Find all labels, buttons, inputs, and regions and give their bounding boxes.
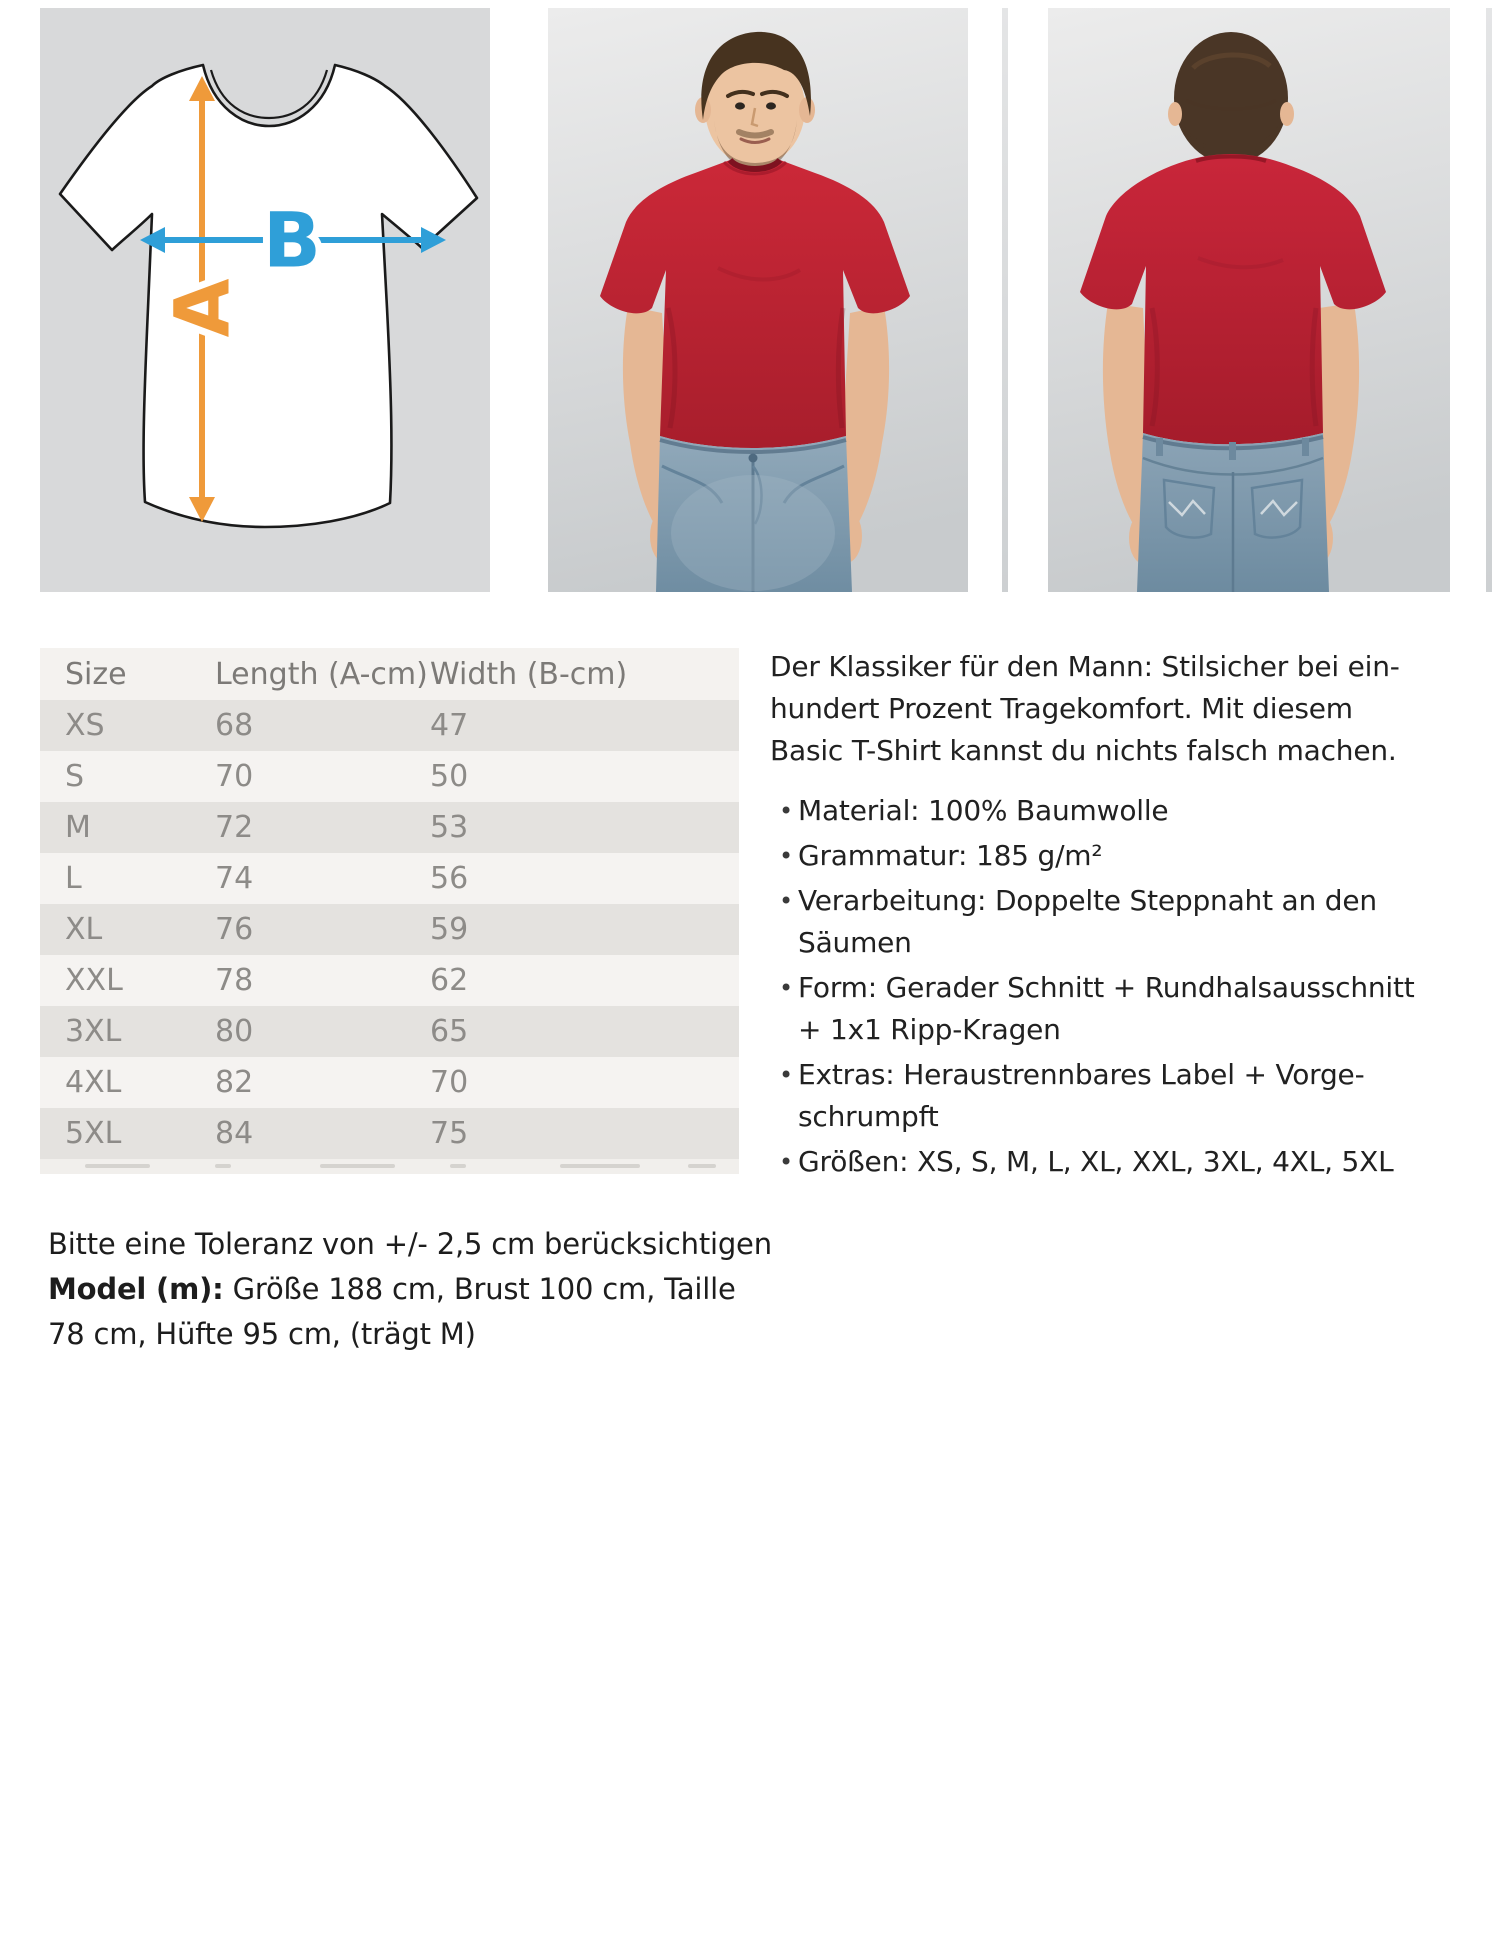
bullet-line: Säumen bbox=[798, 926, 912, 959]
width-cell: 59 bbox=[430, 912, 469, 947]
detail-bullet-item bbox=[779, 1141, 1470, 1183]
column-header-width: Width (B-cm) bbox=[430, 656, 628, 692]
size-cell: XL bbox=[65, 912, 103, 947]
intro-line: Der Klassiker für den Mann: Stilsicher bei ein- bbox=[770, 650, 1400, 683]
bullet-line: schrumpft bbox=[798, 1100, 939, 1133]
table-row bbox=[40, 853, 739, 904]
product-intro bbox=[770, 646, 1470, 772]
detail-bullet-list bbox=[779, 790, 1470, 1183]
column-header-length: Length (A-cm) bbox=[215, 656, 428, 692]
size-chart-table bbox=[40, 648, 739, 1174]
width-cell: 70 bbox=[430, 1065, 469, 1100]
size-cell: 5XL bbox=[65, 1116, 122, 1151]
jeans-back bbox=[1137, 433, 1329, 592]
model-info-line-1 bbox=[48, 1267, 736, 1312]
model-info-line-2: 78 cm, Hüfte 95 cm, (trägt M) bbox=[48, 1317, 476, 1351]
bullet-line: Grammatur: 185 g/m² bbox=[798, 839, 1103, 872]
width-cell: 56 bbox=[430, 861, 469, 896]
width-cell: 50 bbox=[430, 759, 469, 794]
size-cell: L bbox=[65, 861, 82, 896]
detail-bullet-item bbox=[779, 835, 1470, 877]
photo-edge-artifact bbox=[1486, 8, 1492, 592]
detail-bullet-item bbox=[779, 790, 1470, 832]
length-cell: 84 bbox=[215, 1116, 254, 1151]
model-info-part-1: Größe 188 cm, Brust 100 cm, Taille bbox=[232, 1272, 736, 1306]
table-row bbox=[40, 700, 739, 751]
size-cell: 4XL bbox=[65, 1065, 122, 1100]
size-cell: XXL bbox=[65, 963, 123, 998]
cutoff-row-artifact bbox=[40, 1159, 739, 1174]
length-cell: 72 bbox=[215, 810, 254, 845]
intro-line: hundert Prozent Tragekomfort. Mit diesem bbox=[770, 692, 1353, 725]
length-cell: 80 bbox=[215, 1014, 254, 1049]
length-cell: 76 bbox=[215, 912, 254, 947]
size-cell: S bbox=[65, 759, 85, 794]
bullet-line: Extras: Heraustrennbares Label + Vorge- bbox=[798, 1058, 1365, 1091]
length-cell: 68 bbox=[215, 708, 254, 743]
label-b: B bbox=[263, 195, 321, 285]
bullet-dot: • bbox=[779, 974, 793, 1002]
label-a: A bbox=[157, 278, 247, 338]
length-cell: 78 bbox=[215, 963, 254, 998]
size-diagram-image[interactable] bbox=[40, 8, 490, 592]
table-row bbox=[40, 1006, 739, 1057]
column-header-size: Size bbox=[65, 656, 127, 692]
tshirt-outline bbox=[60, 65, 477, 527]
length-cell: 70 bbox=[215, 759, 254, 794]
size-cell: XS bbox=[65, 708, 105, 743]
length-cell: 82 bbox=[215, 1065, 254, 1100]
length-cell: 74 bbox=[215, 861, 254, 896]
detail-bullet-item bbox=[779, 967, 1470, 1051]
bullet-line: + 1x1 Ripp-Kragen bbox=[798, 1013, 1061, 1046]
photo-edge-artifact bbox=[1002, 8, 1008, 592]
tolerance-line: Bitte eine Toleranz von +/- 2,5 cm berücksichtigen bbox=[48, 1227, 772, 1261]
model-back-graphic bbox=[1048, 8, 1450, 592]
bullet-dot: • bbox=[779, 887, 793, 915]
bullet-line: Material: 100% Baumwolle bbox=[798, 794, 1169, 827]
size-diagram-graphic bbox=[40, 8, 490, 592]
bullet-dot: • bbox=[779, 1148, 793, 1176]
model-label: Model (m): bbox=[48, 1272, 224, 1306]
width-cell: 47 bbox=[430, 708, 469, 743]
table-row bbox=[40, 802, 739, 853]
bullet-dot: • bbox=[779, 797, 793, 825]
table-row bbox=[40, 955, 739, 1006]
width-cell: 65 bbox=[430, 1014, 469, 1049]
product-photo-back[interactable] bbox=[1048, 8, 1450, 592]
table-row bbox=[40, 751, 739, 802]
size-cell: M bbox=[65, 810, 91, 845]
product-details bbox=[770, 646, 1470, 1186]
product-photo-front[interactable] bbox=[548, 8, 968, 592]
size-chart-header bbox=[40, 648, 739, 700]
model-front-graphic bbox=[548, 8, 968, 592]
table-row bbox=[40, 904, 739, 955]
table-row bbox=[40, 1057, 739, 1108]
tolerance-note bbox=[48, 1222, 772, 1357]
table-row bbox=[40, 1108, 739, 1159]
width-cell: 75 bbox=[430, 1116, 469, 1151]
bullet-dot: • bbox=[779, 842, 793, 870]
bullet-line: Verarbeitung: Doppelte Steppnaht an den bbox=[798, 884, 1377, 917]
width-cell: 62 bbox=[430, 963, 469, 998]
bullet-line: Form: Gerader Schnitt + Rundhalsausschnitt bbox=[798, 971, 1415, 1004]
width-cell: 53 bbox=[430, 810, 469, 845]
size-cell: 3XL bbox=[65, 1014, 122, 1049]
detail-bullet-item bbox=[779, 880, 1470, 964]
bullet-dot: • bbox=[779, 1061, 793, 1089]
jeans-front bbox=[656, 436, 852, 592]
bullet-line: Größen: XS, S, M, L, XL, XXL, 3XL, 4XL, 5XL bbox=[798, 1145, 1394, 1178]
intro-line: Basic T-Shirt kannst du nichts falsch machen. bbox=[770, 734, 1397, 767]
detail-bullet-item bbox=[779, 1054, 1470, 1138]
